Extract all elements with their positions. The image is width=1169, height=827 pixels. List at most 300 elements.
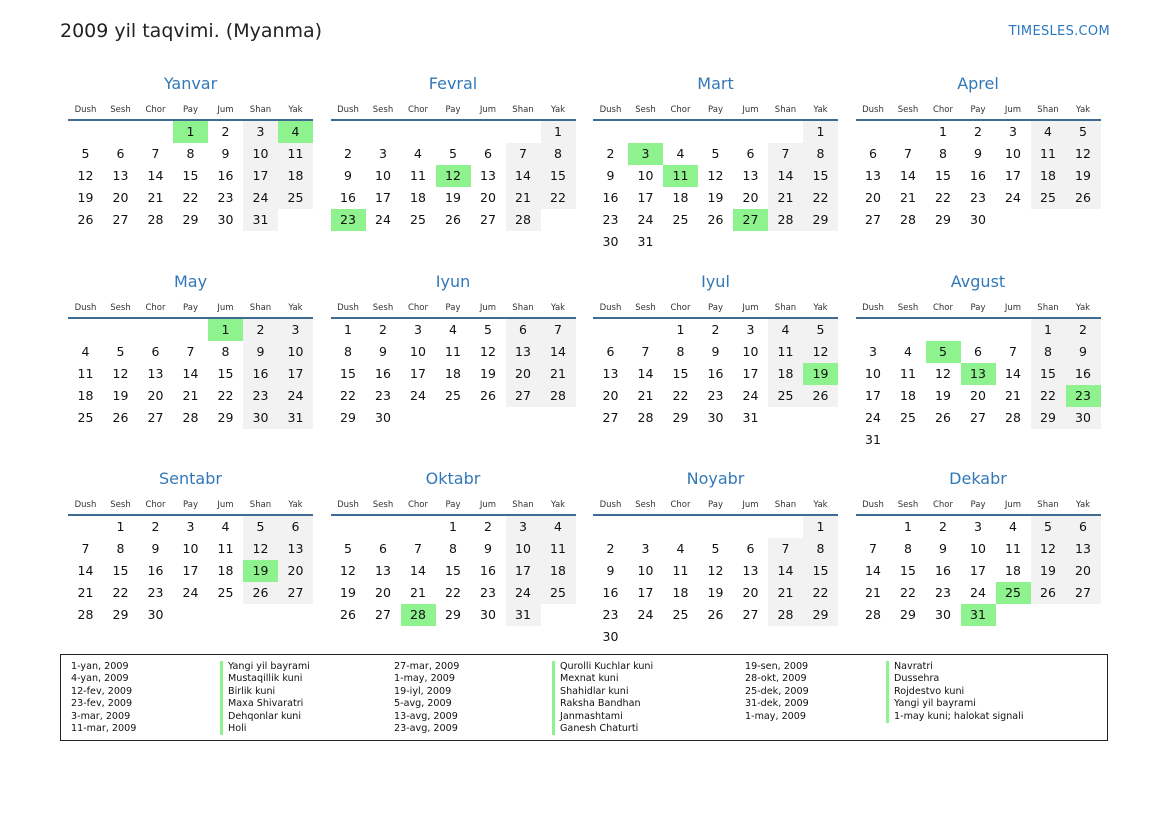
day-cell[interactable]: 6 — [278, 516, 313, 538]
day-cell[interactable]: 2 — [484, 519, 492, 534]
day-cell[interactable]: 26 — [707, 607, 724, 622]
day-cell[interactable]: 28 — [147, 212, 164, 227]
day-cell[interactable]: 14 — [541, 341, 576, 363]
day-cell[interactable]: 13 — [865, 168, 881, 183]
day-cell[interactable]: 5 — [116, 343, 125, 359]
day-cell[interactable]: 9 — [974, 146, 982, 161]
day-cell[interactable]: 22 — [112, 585, 129, 600]
day-cell[interactable]: 20 — [375, 585, 391, 600]
day-cell[interactable]: 9 — [344, 168, 352, 183]
day-cell[interactable]: 15 — [803, 560, 838, 582]
day-cell[interactable]: 14 — [182, 365, 199, 381]
day-cell[interactable]: 12 — [707, 168, 724, 183]
day-cell[interactable]: 17 — [506, 560, 541, 582]
day-cell[interactable]: 27 — [602, 409, 619, 425]
day-cell[interactable]: 15 — [112, 563, 129, 578]
day-cell[interactable]: 11 — [217, 541, 234, 556]
day-cell[interactable]: 18 — [217, 563, 234, 578]
day-cell[interactable]: 23 — [480, 585, 496, 600]
day-cell[interactable]: 6 — [116, 146, 125, 161]
day-cell[interactable]: 10 — [243, 143, 278, 165]
day-cell[interactable]: 7 — [641, 343, 650, 359]
day-cell[interactable]: 20 — [742, 190, 759, 205]
day-cell[interactable]: 17 — [970, 563, 986, 578]
day-cell[interactable]: 23 — [935, 585, 951, 600]
day-cell[interactable]: 14 — [768, 560, 803, 582]
day-cell[interactable]: 2 — [243, 319, 278, 341]
day-cell[interactable]: 9 — [484, 541, 492, 556]
day-cell[interactable]: 23 — [602, 607, 619, 622]
day-cell[interactable]: 26 — [480, 387, 496, 403]
day-cell[interactable]: 25 — [1031, 187, 1066, 209]
day-cell[interactable]: 26 — [340, 607, 356, 622]
day-cell[interactable]: 18 — [900, 387, 916, 403]
day-cell[interactable]: 10 — [970, 541, 986, 556]
day-cell[interactable]: 27 — [480, 212, 496, 227]
holiday-day-cell[interactable]: 23 — [1066, 385, 1101, 407]
day-cell[interactable]: 17 — [865, 387, 881, 403]
day-cell[interactable]: 1 — [904, 519, 912, 534]
day-cell[interactable]: 26 — [112, 409, 129, 425]
day-cell[interactable]: 20 — [970, 387, 986, 403]
day-cell[interactable]: 18 — [1005, 563, 1021, 578]
day-cell[interactable]: 13 — [506, 341, 541, 363]
day-cell[interactable]: 5 — [344, 541, 352, 556]
day-cell[interactable]: 21 — [147, 190, 164, 205]
day-cell[interactable]: 31 — [637, 234, 654, 249]
day-cell[interactable]: 3 — [641, 541, 650, 556]
day-cell[interactable]: 24 — [410, 387, 426, 403]
day-cell[interactable]: 22 — [182, 190, 199, 205]
day-cell[interactable]: 10 — [410, 343, 426, 359]
day-cell[interactable]: 13 — [480, 168, 496, 183]
day-cell[interactable]: 9 — [1066, 341, 1101, 363]
day-cell[interactable]: 30 — [707, 409, 724, 425]
day-cell[interactable]: 14 — [865, 563, 881, 578]
day-cell[interactable]: 22 — [935, 190, 951, 205]
holiday-day-cell[interactable]: 1 — [208, 319, 243, 341]
day-cell[interactable]: 23 — [375, 387, 391, 403]
day-cell[interactable]: 31 — [278, 407, 313, 429]
day-cell[interactable]: 7 — [768, 538, 803, 560]
day-cell[interactable]: 30 — [147, 607, 164, 622]
day-cell[interactable]: 10 — [375, 168, 391, 183]
day-cell[interactable]: 25 — [541, 582, 576, 604]
day-cell[interactable]: 16 — [217, 168, 234, 183]
day-cell[interactable]: 29 — [803, 209, 838, 231]
day-cell[interactable]: 6 — [484, 146, 492, 161]
day-cell[interactable]: 22 — [217, 387, 234, 403]
day-cell[interactable]: 14 — [1005, 365, 1021, 381]
day-cell[interactable]: 1 — [676, 321, 685, 337]
day-cell[interactable]: 19 — [1031, 560, 1066, 582]
day-cell[interactable]: 13 — [742, 168, 759, 183]
day-cell[interactable]: 13 — [112, 168, 129, 183]
day-cell[interactable]: 26 — [1031, 582, 1066, 604]
day-cell[interactable]: 27 — [506, 385, 541, 407]
day-cell[interactable]: 23 — [243, 385, 278, 407]
day-cell[interactable]: 3 — [974, 519, 982, 534]
day-cell[interactable]: 29 — [1031, 407, 1066, 429]
day-cell[interactable]: 7 — [904, 146, 912, 161]
day-cell[interactable]: 5 — [1066, 121, 1101, 143]
day-cell[interactable]: 17 — [375, 190, 391, 205]
day-cell[interactable]: 19 — [935, 387, 951, 403]
day-cell[interactable]: 11 — [77, 365, 94, 381]
day-cell[interactable]: 6 — [151, 343, 160, 359]
day-cell[interactable]: 7 — [768, 143, 803, 165]
day-cell[interactable]: 10 — [742, 343, 759, 359]
day-cell[interactable]: 15 — [182, 168, 199, 183]
day-cell[interactable]: 18 — [77, 387, 94, 403]
holiday-day-cell[interactable]: 25 — [996, 582, 1031, 604]
day-cell[interactable]: 3 — [278, 319, 313, 341]
day-cell[interactable]: 12 — [340, 563, 356, 578]
day-cell[interactable]: 4 — [904, 343, 912, 359]
day-cell[interactable]: 15 — [541, 165, 576, 187]
day-cell[interactable]: 3 — [1009, 124, 1017, 139]
day-cell[interactable]: 8 — [904, 541, 912, 556]
day-cell[interactable]: 2 — [711, 321, 720, 337]
day-cell[interactable]: 10 — [637, 168, 654, 183]
day-cell[interactable]: 16 — [970, 168, 986, 183]
day-cell[interactable]: 23 — [217, 190, 234, 205]
day-cell[interactable]: 22 — [541, 187, 576, 209]
day-cell[interactable]: 6 — [1066, 516, 1101, 538]
day-cell[interactable]: 5 — [803, 319, 838, 341]
day-cell[interactable]: 30 — [480, 607, 496, 622]
day-cell[interactable]: 13 — [1066, 538, 1101, 560]
day-cell[interactable]: 1 — [449, 519, 457, 534]
day-cell[interactable]: 16 — [602, 585, 619, 600]
day-cell[interactable]: 8 — [676, 343, 685, 359]
day-cell[interactable]: 29 — [935, 212, 951, 227]
day-cell[interactable]: 30 — [970, 212, 986, 227]
day-cell[interactable]: 23 — [147, 585, 164, 600]
day-cell[interactable]: 10 — [278, 341, 313, 363]
day-cell[interactable]: 19 — [707, 585, 724, 600]
day-cell[interactable]: 4 — [541, 516, 576, 538]
day-cell[interactable]: 4 — [81, 343, 90, 359]
day-cell[interactable]: 21 — [768, 187, 803, 209]
day-cell[interactable]: 1 — [939, 124, 947, 139]
day-cell[interactable]: 5 — [711, 146, 720, 161]
day-cell[interactable]: 10 — [182, 541, 199, 556]
holiday-day-cell[interactable]: 31 — [961, 604, 996, 626]
day-cell[interactable]: 16 — [340, 190, 356, 205]
day-cell[interactable]: 17 — [410, 365, 426, 381]
day-cell[interactable]: 16 — [707, 365, 724, 381]
day-cell[interactable]: 27 — [375, 607, 391, 622]
day-cell[interactable]: 25 — [768, 385, 803, 407]
day-cell[interactable]: 25 — [278, 187, 313, 209]
day-cell[interactable]: 16 — [935, 563, 951, 578]
day-cell[interactable]: 27 — [865, 212, 881, 227]
day-cell[interactable]: 31 — [742, 409, 759, 425]
day-cell[interactable]: 7 — [186, 343, 195, 359]
day-cell[interactable]: 25 — [672, 212, 689, 227]
day-cell[interactable]: 19 — [340, 585, 356, 600]
day-cell[interactable]: 26 — [707, 212, 724, 227]
day-cell[interactable]: 13 — [278, 538, 313, 560]
day-cell[interactable]: 17 — [243, 165, 278, 187]
day-cell[interactable]: 28 — [506, 209, 541, 231]
day-cell[interactable]: 8 — [449, 541, 457, 556]
day-cell[interactable]: 24 — [278, 385, 313, 407]
day-cell[interactable]: 28 — [182, 409, 199, 425]
holiday-day-cell[interactable]: 19 — [243, 560, 278, 582]
day-cell[interactable]: 28 — [637, 409, 654, 425]
day-cell[interactable]: 27 — [278, 582, 313, 604]
day-cell[interactable]: 6 — [746, 541, 755, 556]
day-cell[interactable]: 6 — [746, 146, 755, 161]
day-cell[interactable]: 2 — [606, 146, 615, 161]
day-cell[interactable]: 28 — [1005, 409, 1021, 425]
day-cell[interactable]: 23 — [707, 387, 724, 403]
holiday-day-cell[interactable]: 12 — [436, 165, 471, 187]
day-cell[interactable]: 21 — [865, 585, 881, 600]
day-cell[interactable]: 4 — [676, 541, 685, 556]
day-cell[interactable]: 1 — [541, 121, 576, 143]
day-cell[interactable]: 18 — [278, 165, 313, 187]
day-cell[interactable]: 21 — [410, 585, 426, 600]
day-cell[interactable]: 16 — [602, 190, 619, 205]
day-cell[interactable]: 7 — [81, 541, 90, 556]
day-cell[interactable]: 20 — [506, 363, 541, 385]
day-cell[interactable]: 25 — [410, 212, 426, 227]
day-cell[interactable]: 9 — [243, 341, 278, 363]
day-cell[interactable]: 15 — [900, 563, 916, 578]
day-cell[interactable]: 3 — [379, 146, 387, 161]
day-cell[interactable]: 27 — [147, 409, 164, 425]
day-cell[interactable]: 13 — [375, 563, 391, 578]
day-cell[interactable]: 24 — [243, 187, 278, 209]
day-cell[interactable]: 8 — [344, 343, 352, 359]
day-cell[interactable]: 15 — [340, 365, 356, 381]
day-cell[interactable]: 12 — [1031, 538, 1066, 560]
day-cell[interactable]: 3 — [186, 519, 195, 534]
day-cell[interactable]: 16 — [1066, 363, 1101, 385]
day-cell[interactable]: 2 — [606, 541, 615, 556]
day-cell[interactable]: 6 — [506, 319, 541, 341]
day-cell[interactable]: 24 — [742, 387, 759, 403]
day-cell[interactable]: 29 — [112, 607, 129, 622]
day-cell[interactable]: 12 — [480, 343, 496, 359]
day-cell[interactable]: 22 — [803, 582, 838, 604]
day-cell[interactable]: 15 — [935, 168, 951, 183]
day-cell[interactable]: 27 — [742, 607, 759, 622]
day-cell[interactable]: 14 — [900, 168, 916, 183]
day-cell[interactable]: 29 — [445, 607, 461, 622]
day-cell[interactable]: 20 — [742, 585, 759, 600]
day-cell[interactable]: 16 — [147, 563, 164, 578]
day-cell[interactable]: 29 — [900, 607, 916, 622]
day-cell[interactable]: 15 — [217, 365, 234, 381]
day-cell[interactable]: 11 — [445, 343, 461, 359]
day-cell[interactable]: 1 — [803, 516, 838, 538]
day-cell[interactable]: 5 — [711, 541, 720, 556]
day-cell[interactable]: 22 — [1031, 385, 1066, 407]
day-cell[interactable]: 26 — [243, 582, 278, 604]
day-cell[interactable]: 11 — [278, 143, 313, 165]
day-cell[interactable]: 9 — [606, 563, 615, 578]
day-cell[interactable]: 26 — [803, 385, 838, 407]
day-cell[interactable]: 3 — [506, 516, 541, 538]
day-cell[interactable]: 14 — [637, 365, 654, 381]
day-cell[interactable]: 5 — [449, 146, 457, 161]
day-cell[interactable]: 3 — [243, 121, 278, 143]
day-cell[interactable]: 9 — [939, 541, 947, 556]
day-cell[interactable]: 24 — [506, 582, 541, 604]
day-cell[interactable]: 24 — [1005, 190, 1021, 205]
day-cell[interactable]: 9 — [606, 168, 615, 183]
holiday-day-cell[interactable]: 4 — [278, 121, 313, 143]
day-cell[interactable]: 8 — [803, 143, 838, 165]
day-cell[interactable]: 8 — [221, 343, 230, 359]
day-cell[interactable]: 22 — [803, 187, 838, 209]
day-cell[interactable]: 23 — [602, 212, 619, 227]
day-cell[interactable]: 8 — [803, 538, 838, 560]
day-cell[interactable]: 21 — [1005, 387, 1021, 403]
day-cell[interactable]: 24 — [865, 409, 881, 425]
day-cell[interactable]: 26 — [445, 212, 461, 227]
day-cell[interactable]: 9 — [151, 541, 160, 556]
day-cell[interactable]: 15 — [1031, 363, 1066, 385]
day-cell[interactable]: 11 — [900, 365, 916, 381]
day-cell[interactable]: 19 — [112, 387, 129, 403]
day-cell[interactable]: 12 — [77, 168, 94, 183]
day-cell[interactable]: 21 — [768, 582, 803, 604]
day-cell[interactable]: 25 — [900, 409, 916, 425]
day-cell[interactable]: 22 — [672, 387, 689, 403]
day-cell[interactable]: 20 — [278, 560, 313, 582]
day-cell[interactable]: 11 — [1031, 143, 1066, 165]
day-cell[interactable]: 8 — [541, 143, 576, 165]
day-cell[interactable]: 4 — [1031, 121, 1066, 143]
holiday-day-cell[interactable]: 3 — [628, 143, 663, 165]
day-cell[interactable]: 20 — [602, 387, 619, 403]
day-cell[interactable]: 3 — [746, 321, 755, 337]
day-cell[interactable]: 13 — [742, 563, 759, 578]
holiday-day-cell[interactable]: 28 — [401, 604, 436, 626]
day-cell[interactable]: 6 — [974, 343, 982, 359]
day-cell[interactable]: 30 — [375, 409, 391, 425]
day-cell[interactable]: 8 — [116, 541, 125, 556]
day-cell[interactable]: 18 — [445, 365, 461, 381]
day-cell[interactable]: 18 — [768, 363, 803, 385]
day-cell[interactable]: 18 — [1031, 165, 1066, 187]
day-cell[interactable]: 29 — [217, 409, 234, 425]
day-cell[interactable]: 7 — [869, 541, 877, 556]
day-cell[interactable]: 16 — [375, 365, 391, 381]
holiday-day-cell[interactable]: 23 — [331, 209, 366, 231]
day-cell[interactable]: 30 — [935, 607, 951, 622]
holiday-day-cell[interactable]: 19 — [803, 363, 838, 385]
day-cell[interactable]: 17 — [278, 363, 313, 385]
day-cell[interactable]: 4 — [768, 319, 803, 341]
day-cell[interactable]: 20 — [147, 387, 164, 403]
day-cell[interactable]: 11 — [541, 538, 576, 560]
day-cell[interactable]: 15 — [672, 365, 689, 381]
day-cell[interactable]: 4 — [1009, 519, 1017, 534]
day-cell[interactable]: 14 — [768, 165, 803, 187]
day-cell[interactable]: 12 — [803, 341, 838, 363]
day-cell[interactable]: 2 — [379, 321, 387, 337]
day-cell[interactable]: 17 — [637, 585, 654, 600]
day-cell[interactable]: 30 — [1066, 407, 1101, 429]
day-cell[interactable]: 21 — [77, 585, 94, 600]
day-cell[interactable]: 3 — [414, 321, 422, 337]
day-cell[interactable]: 29 — [672, 409, 689, 425]
day-cell[interactable]: 30 — [217, 212, 234, 227]
day-cell[interactable]: 5 — [1031, 516, 1066, 538]
day-cell[interactable]: 29 — [803, 604, 838, 626]
day-cell[interactable]: 12 — [1066, 143, 1101, 165]
day-cell[interactable]: 17 — [742, 365, 759, 381]
day-cell[interactable]: 16 — [480, 563, 496, 578]
day-cell[interactable]: 20 — [865, 190, 881, 205]
day-cell[interactable]: 14 — [410, 563, 426, 578]
day-cell[interactable]: 21 — [900, 190, 916, 205]
day-cell[interactable]: 10 — [506, 538, 541, 560]
day-cell[interactable]: 6 — [606, 343, 615, 359]
day-cell[interactable]: 7 — [151, 146, 160, 161]
day-cell[interactable]: 19 — [480, 365, 496, 381]
day-cell[interactable]: 15 — [445, 563, 461, 578]
day-cell[interactable]: 28 — [768, 209, 803, 231]
day-cell[interactable]: 8 — [939, 146, 947, 161]
day-cell[interactable]: 28 — [77, 607, 94, 622]
day-cell[interactable]: 2 — [151, 519, 160, 534]
day-cell[interactable]: 20 — [112, 190, 129, 205]
day-cell[interactable]: 2 — [939, 519, 947, 534]
day-cell[interactable]: 18 — [541, 560, 576, 582]
day-cell[interactable]: 18 — [410, 190, 426, 205]
day-cell[interactable]: 24 — [637, 212, 654, 227]
day-cell[interactable]: 30 — [602, 629, 619, 644]
day-cell[interactable]: 21 — [506, 187, 541, 209]
day-cell[interactable]: 24 — [375, 212, 391, 227]
day-cell[interactable]: 26 — [935, 409, 951, 425]
day-cell[interactable]: 10 — [1005, 146, 1021, 161]
day-cell[interactable]: 3 — [869, 343, 877, 359]
day-cell[interactable]: 17 — [1005, 168, 1021, 183]
day-cell[interactable]: 20 — [1066, 560, 1101, 582]
day-cell[interactable]: 24 — [182, 585, 199, 600]
holiday-day-cell[interactable]: 27 — [733, 209, 768, 231]
day-cell[interactable]: 5 — [243, 516, 278, 538]
day-cell[interactable]: 7 — [1009, 343, 1017, 359]
day-cell[interactable]: 31 — [865, 431, 881, 447]
day-cell[interactable]: 1 — [1031, 319, 1066, 341]
day-cell[interactable]: 20 — [480, 190, 496, 205]
day-cell[interactable]: 25 — [445, 387, 461, 403]
day-cell[interactable]: 22 — [900, 585, 916, 600]
day-cell[interactable]: 28 — [768, 604, 803, 626]
day-cell[interactable]: 19 — [1066, 165, 1101, 187]
day-cell[interactable]: 23 — [970, 190, 986, 205]
day-cell[interactable]: 19 — [707, 190, 724, 205]
day-cell[interactable]: 25 — [672, 607, 689, 622]
day-cell[interactable]: 22 — [445, 585, 461, 600]
day-cell[interactable]: 14 — [506, 165, 541, 187]
day-cell[interactable]: 28 — [900, 212, 916, 227]
day-cell[interactable]: 29 — [340, 409, 356, 425]
day-cell[interactable]: 17 — [182, 563, 199, 578]
holiday-day-cell[interactable]: 1 — [173, 121, 208, 143]
day-cell[interactable]: 13 — [602, 365, 619, 381]
day-cell[interactable]: 1 — [344, 321, 352, 337]
